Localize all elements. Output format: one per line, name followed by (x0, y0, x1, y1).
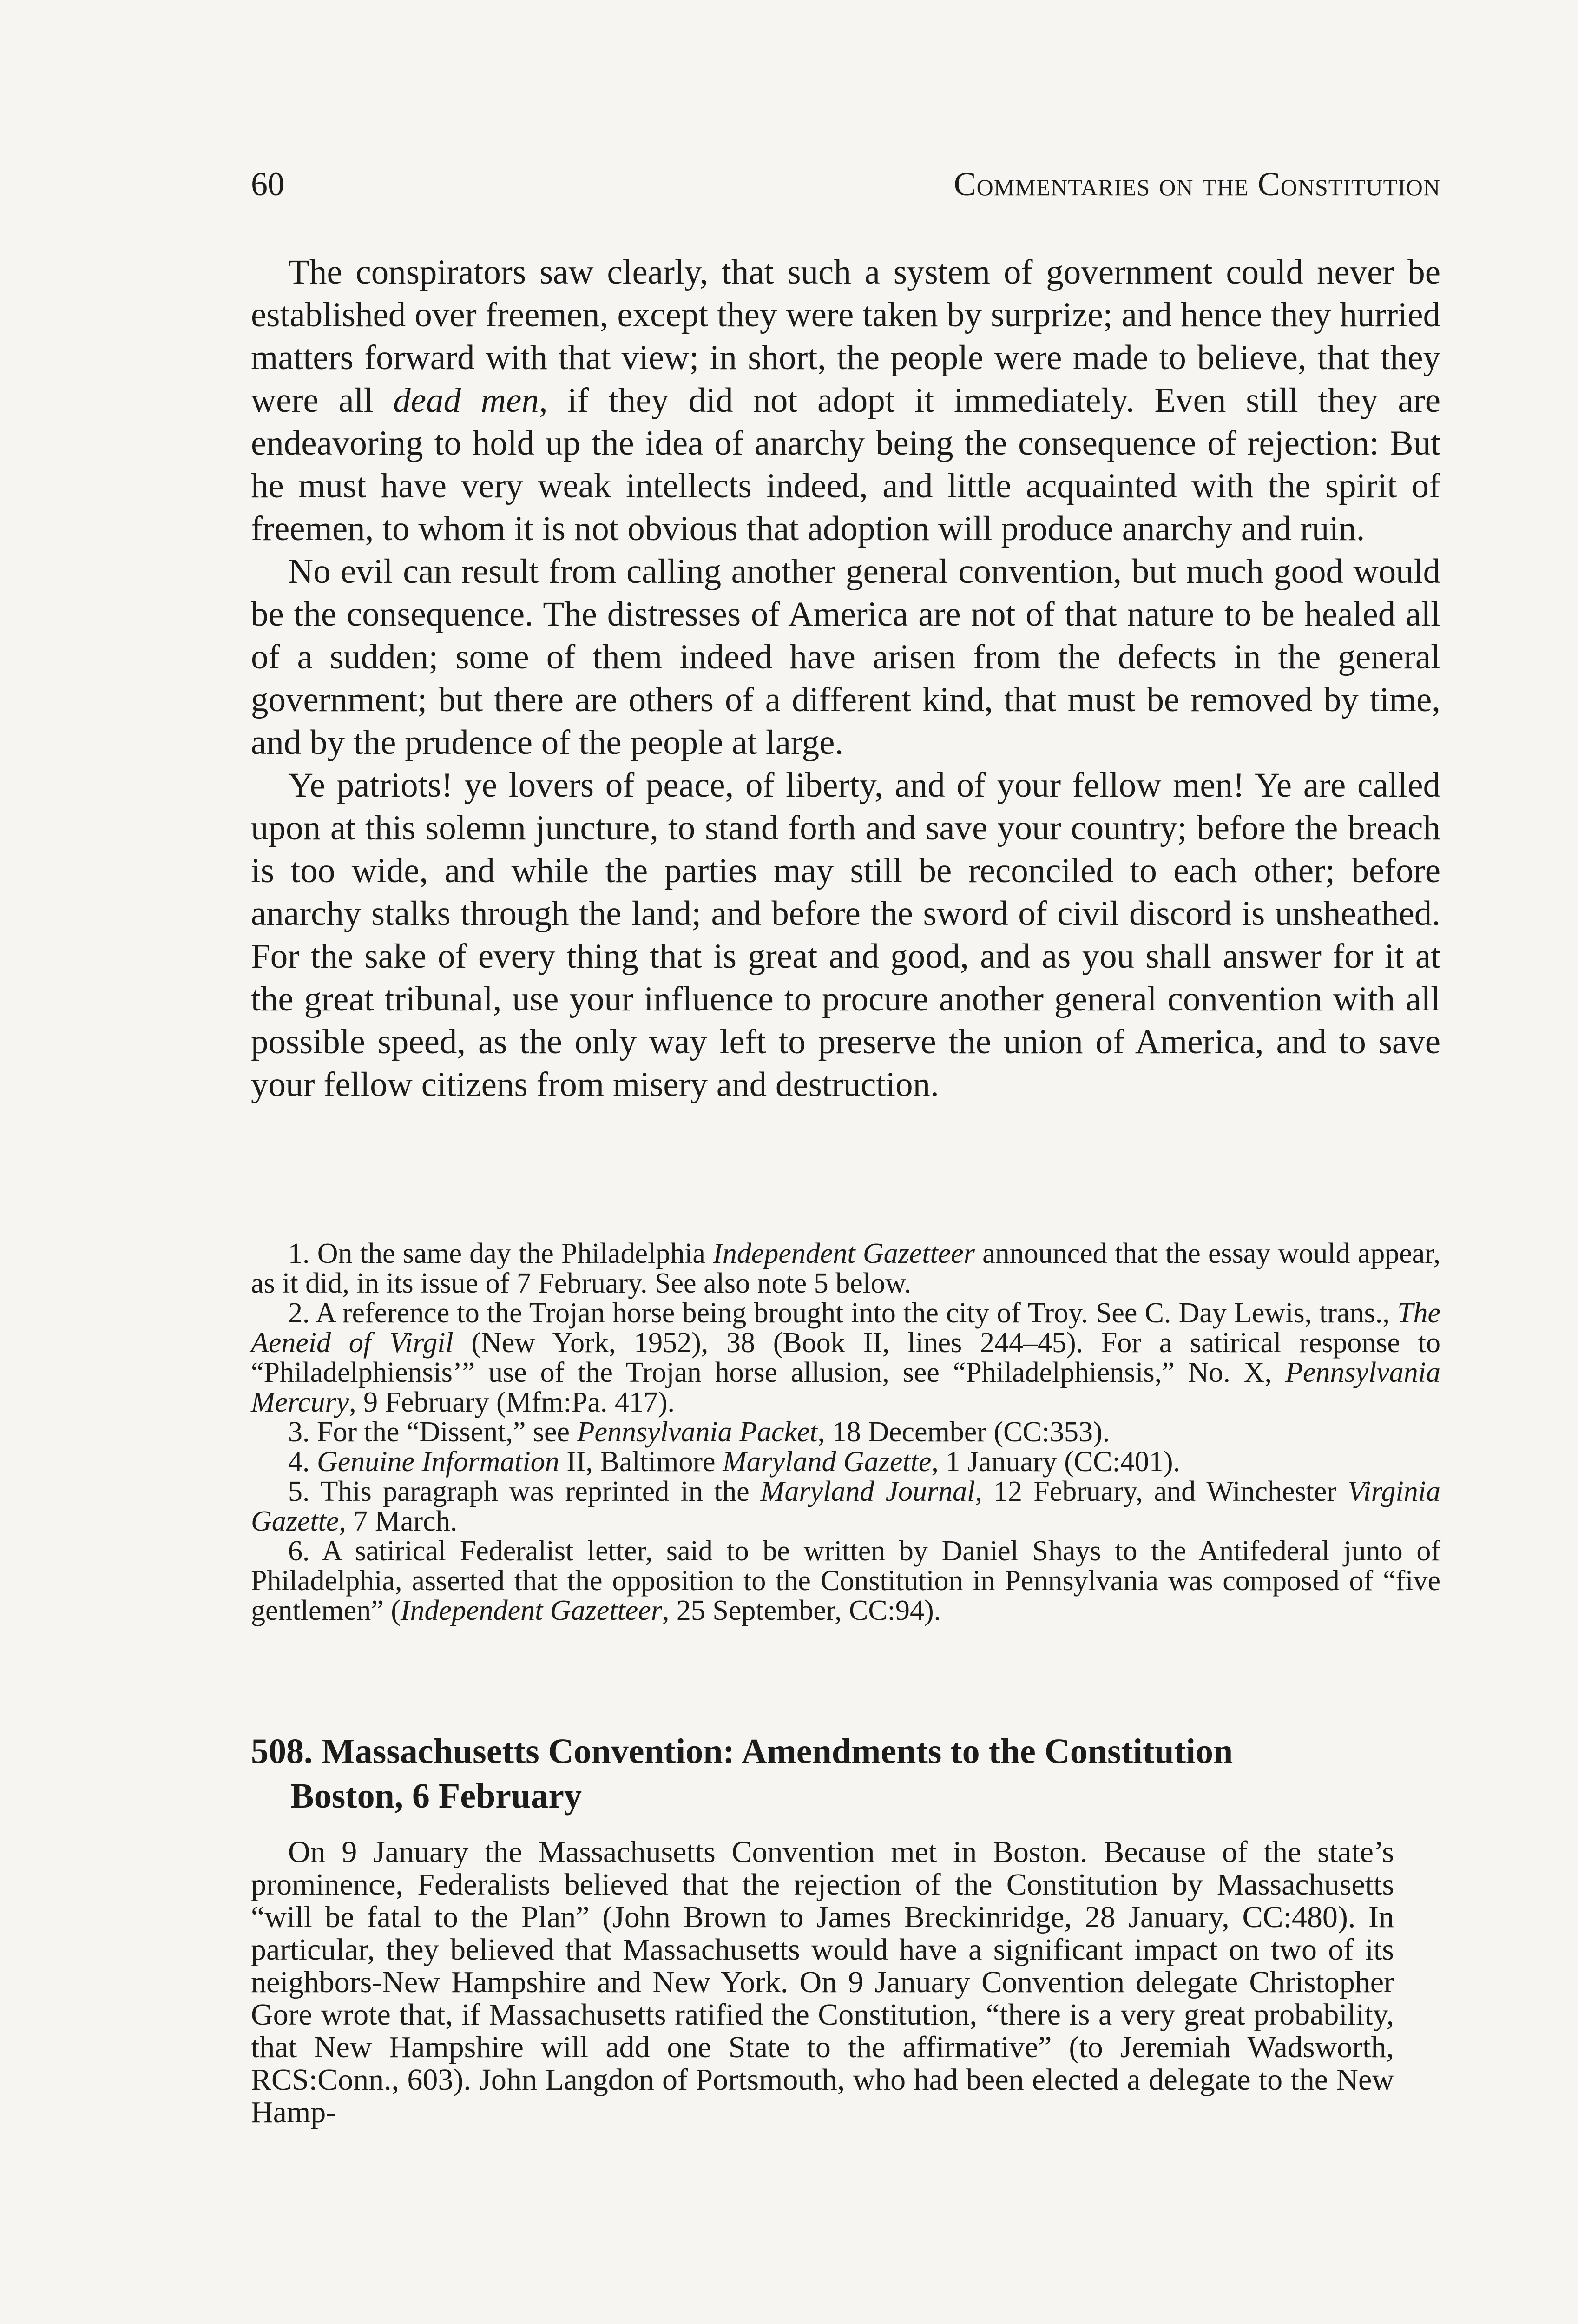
document-title: 508. Massachusetts Convention: Amendments to the Constitution (251, 1732, 1233, 1771)
running-title: Commentaries on the Constitution (953, 165, 1440, 203)
headnote (251, 1836, 1394, 2129)
headnote-paragraph: On 9 January the Massachusetts Convention met in Boston. Because of the state’s prominence, Federalists believed that the rejection of the Constitution by Massachusetts “will be fatal to the Plan” (John Brown to James Breckinridge, 28 January, CC:480). In particular, they believed that Massachusetts would have a significant impact on two of its neighbors-New Hampshire and New York. On 9 January Convention delegate Christopher Gore wrote that, if Massachusetts ratified the Constitution, “there is a very great probability, that New Hampshire will add one State to the affirmative” (to Jeremiah Wadsworth, RCS:Conn., 603). John Langdon of Portsmouth, who had been elected a delegate to the New Hamp- (251, 1835, 1394, 2129)
footnote-2: 2. A reference to the Trojan horse being brought into the city of Troy. See C. Day Lewis, trans., The Aeneid of Virgil (New York, 1952), 38 (Book II, lines 244–45). For a satirical response to “Philadelphiensis’” use of the Trojan horse allusion, see “Philadelphiensis,” No. X, Pennsylvania Mercury, 9 February (Mfm:Pa. 417). (251, 1297, 1440, 1418)
footnote-5: 5. This paragraph was reprinted in the Maryland Journal, 12 February, and Winchester Virginia Gazette, 7 March. (251, 1476, 1440, 1537)
paragraph-ye-patriots: Ye patriots! ye lovers of peace, of liberty, and of your fellow men! Ye are called upon at this solemn juncture, to stand forth and save your country; before the breach is too wide, and while the parties may still be reconciled to each other; before anarchy stalks through the land; and before the sword of civil discord is unsheathed. For the sake of every thing that is great and good, and as you shall answer for it at the great tribunal, use your influence to procure another general convention with all possible speed, as the only way left to preserve the union of America, and to save your fellow citizens from misery and destruction. (251, 766, 1440, 1104)
footnote-6: 6. A satirical Federalist letter, said to be written by Daniel Shays to the Antifederal junto of Philadelphia, asserted that the opposition to the Constitution in Pennsylvania was composed of “five gentlemen” (Independent Gazetteer, 25 September, CC:94). (251, 1535, 1440, 1626)
document-place-date: Boston, 6 February (290, 1776, 582, 1816)
footnote-4: 4. Genuine Information II, Baltimore Maryland Gazette, 1 January (CC:401). (288, 1446, 1180, 1478)
paragraph-conspirators: The conspirators saw clearly, that such a system of government could never be established over freemen, except they were taken by surprize; and hence they hurried matters forward with that view; in short, the people were made to believe, that they were all dead men, if they did not adopt it immediately. Even still they are endeavoring to hold up the idea of anarchy being the consequence of rejection: But he must have very weak intellects indeed, and little acquainted with the spirit of freemen, to whom it is not obvious that adoption will produce anarchy and ruin. (251, 253, 1440, 548)
footnote-1: 1. On the same day the Philadelphia Independent Gazetteer announced that the essay would appear, as it did, in its issue of 7 February. See also note 5 below. (251, 1238, 1440, 1299)
running-head (251, 165, 1440, 211)
page-number: 60 (251, 165, 284, 203)
document-heading (251, 1729, 1440, 1818)
footnotes (251, 1239, 1440, 1625)
essay-text (251, 251, 1440, 1106)
footnote-3: 3. For the “Dissent,” see Pennsylvania Packet, 18 December (CC:353). (288, 1416, 1110, 1448)
paragraph-no-evil: No evil can result from calling another general convention, but much good would be the consequence. The distresses of America are not of that nature to be healed all of a sudden; some of them indeed have arisen from the defects in the general government; but there are others of a different kind, that must be removed by time, and by the prudence of the people at large. (251, 552, 1440, 762)
dead-men-emphasis: dead men (393, 381, 539, 420)
